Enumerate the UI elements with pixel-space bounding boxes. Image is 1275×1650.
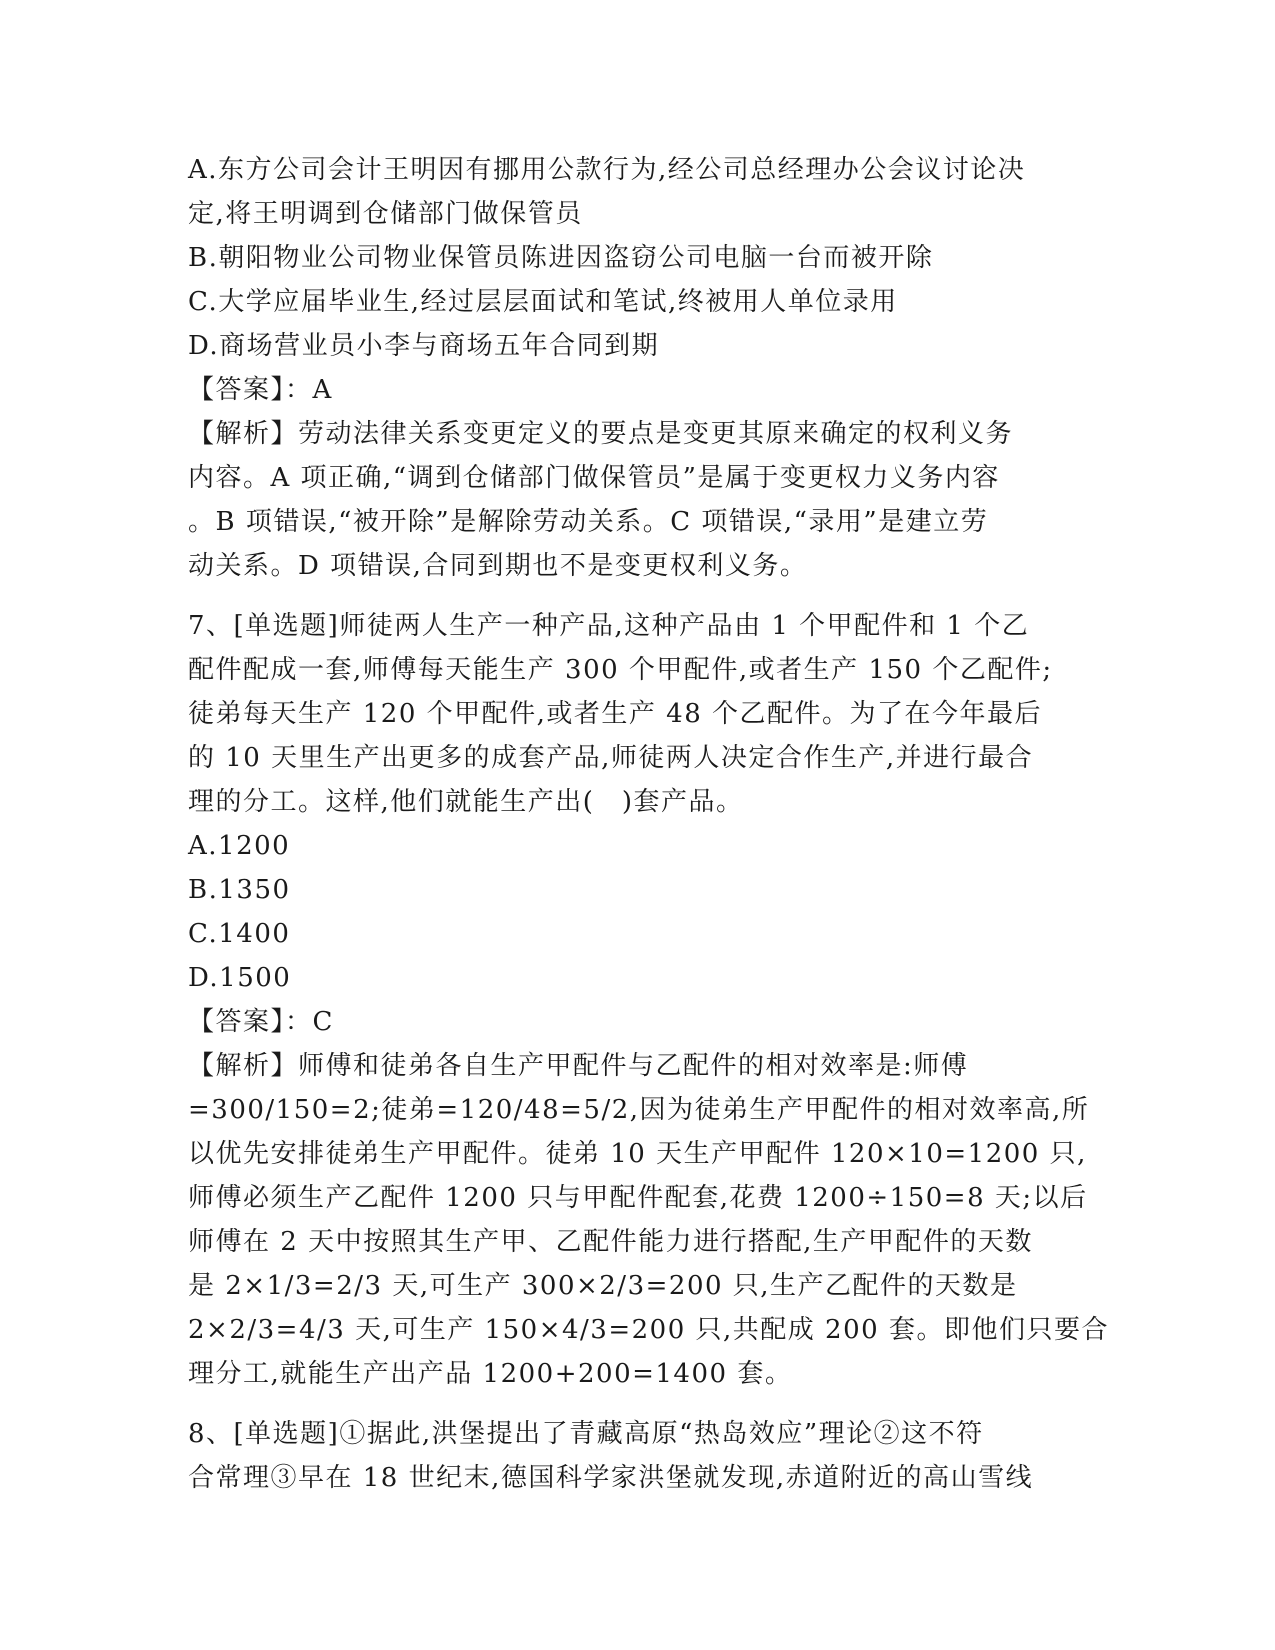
q7-analysis-line: 2×2/3=4/3 天,可生产 150×4/3=200 只,共配成 200 套。即他们只要合 (188, 1315, 1109, 1345)
q7-analysis-line: =300/150=2;徒弟=120/48=5/2,因为徒弟生产甲配件的相对效率高,所 (188, 1095, 1090, 1125)
q8-stem-line: 合常理③早在 18 世纪末,德国科学家洪堡就发现,赤道附近的高山雪线 (188, 1463, 1034, 1493)
q6-answer: 【答案】：A (188, 375, 333, 405)
q7-analysis-line: 师傅在 2 天中按照其生产甲、乙配件能力进行搭配,生产甲配件的天数 (188, 1227, 1033, 1257)
q7-option-c: C.1400 (188, 919, 291, 949)
q7-stem-line: 徒弟每天生产 120 个甲配件,或者生产 48 个乙配件。为了在今年最后 (188, 699, 1043, 729)
q6-analysis-line: 动关系。D 项错误,合同到期也不是变更权利义务。 (188, 551, 808, 581)
q6-analysis-line: 内容。A 项正确,“调到仓储部门做保管员”是属于变更权力义务内容 (188, 463, 1000, 493)
q8-stem-line: 8、[单选题]①据此,洪堡提出了青藏高原“热岛效应”理论②这不符 (188, 1419, 984, 1449)
q7-stem-line: 配件配成一套,师傅每天能生产 300 个甲配件,或者生产 150 个乙配件; (188, 655, 1053, 685)
q7-analysis-line: 师傅必须生产乙配件 1200 只与甲配件配套,花费 1200÷150=8 天;以后 (188, 1183, 1088, 1213)
q6-analysis-line: 。B 项错误,“被开除”是解除劳动关系。C 项错误,“录用”是建立劳 (188, 507, 989, 537)
q6-option-c: C.大学应届毕业生,经过层层面试和笔试,终被用人单位录用 (188, 287, 898, 317)
q6-option-a-line1: A.东方公司会计王明因有挪用公款行为,经公司总经理办公会议讨论决 (188, 155, 1026, 185)
q7-analysis-line: 理分工,就能生产出产品 1200+200=1400 套。 (188, 1359, 793, 1389)
q7-answer: 【答案】：C (188, 1007, 334, 1037)
q7-option-d: D.1500 (188, 963, 292, 993)
q7-option-a: A.1200 (188, 831, 291, 861)
q7-stem-line: 7、[单选题]师徒两人生产一种产品,这种产品由 1 个甲配件和 1 个乙 (188, 611, 1030, 641)
q7-stem-line: 理的分工。这样,他们就能生产出( )套产品。 (188, 787, 744, 817)
q6-option-a-line2: 定,将王明调到仓储部门做保管员 (188, 199, 583, 229)
document-body (188, 148, 1109, 1500)
q7-analysis-line: 是 2×1/3=2/3 天,可生产 300×2/3=200 只,生产乙配件的天数是 (188, 1271, 1018, 1301)
q7-analysis-line: 【解析】师傅和徒弟各自生产甲配件与乙配件的相对效率是:师傅 (188, 1051, 969, 1081)
q7-option-b: B.1350 (188, 875, 291, 905)
q6-option-d: D.商场营业员小李与商场五年合同到期 (188, 331, 660, 361)
q6-analysis-line: 【解析】劳动法律关系变更定义的要点是变更其原来确定的权利义务 (188, 419, 1014, 449)
q7-stem-line: 的 10 天里生产出更多的成套产品,师徒两人决定合作生产,并进行最合 (188, 743, 1034, 773)
paragraph-gap (188, 588, 1088, 604)
q6-option-b: B.朝阳物业公司物业保管员陈进因盗窃公司电脑一台而被开除 (188, 243, 934, 273)
q7-analysis-line: 以优先安排徒弟生产甲配件。徒弟 10 天生产甲配件 120×10=1200 只, (188, 1139, 1087, 1169)
paragraph-gap (188, 1396, 1088, 1412)
